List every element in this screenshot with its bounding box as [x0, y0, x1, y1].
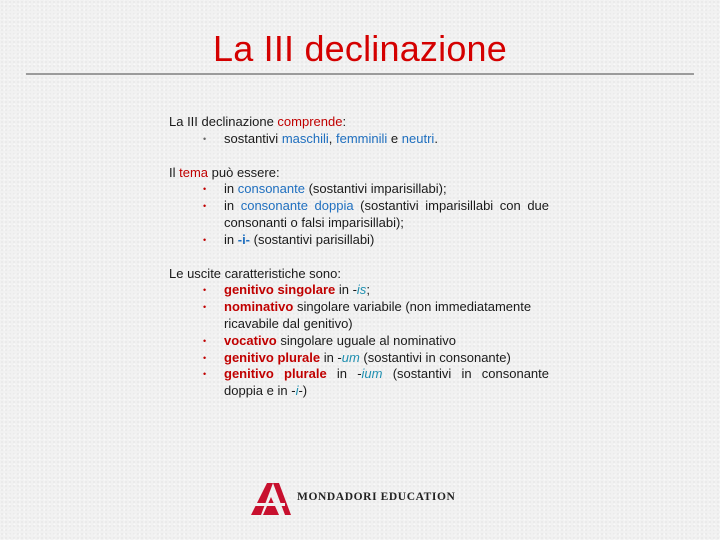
bullet-icon: •	[203, 302, 207, 313]
list-item: • in consonante (sostantivi imparisillabi);	[203, 181, 447, 197]
uscite-label: Le uscite caratteristiche sono:	[169, 265, 341, 281]
bullet-icon: •	[203, 335, 207, 346]
kw-neutri: neutri	[401, 130, 435, 146]
kw-maschili: maschili	[281, 130, 329, 146]
bullet-icon: •	[203, 133, 207, 144]
list-item: • genitivo plurale in -ium (sostantivi in consonante doppia e in -i-)	[203, 366, 549, 399]
mondadori-logo-icon	[249, 481, 293, 517]
bullet-icon: •	[203, 369, 207, 380]
list-item: • nominativo singolare variabile (non immediatamente ricavabile dal genitivo)	[203, 299, 532, 331]
kw-tema: tema	[179, 164, 209, 180]
bullet-icon: •	[203, 184, 207, 195]
kw-femminili: femminili	[336, 130, 388, 146]
intro-verb: comprende	[277, 114, 343, 129]
slide-content	[169, 114, 549, 417]
intro-section	[169, 114, 549, 148]
publisher-name: MONDADORI EDUCATION	[297, 491, 456, 503]
list-item: • sostantivi maschili, femminili e neutri.	[203, 130, 438, 146]
tema-line: Il tema può essere:	[169, 164, 280, 180]
list-item: • vocativo singolare uguale al nominativo	[203, 332, 456, 348]
uscite-section	[169, 266, 549, 400]
list-item: • genitivo singolare in -is;	[203, 282, 370, 298]
intro-line: La III declinazione comprende:	[169, 114, 347, 129]
bullet-icon: •	[203, 352, 207, 363]
bullet-icon: •	[203, 201, 207, 212]
list-item: • in -i- (sostantivi parisillabi)	[203, 231, 375, 247]
title-divider	[26, 73, 694, 75]
bullet-icon: •	[203, 234, 207, 245]
page-title: La III declinazione	[213, 28, 507, 69]
bullet-icon: •	[203, 285, 207, 296]
list-item: • in consonante doppia (sostantivi imparisillabi con due consonanti o falsi imparisillabi);	[203, 198, 550, 230]
list-item: • genitivo plurale in -um (sostantivi in consonante)	[203, 349, 511, 365]
tema-section	[169, 165, 549, 249]
publisher-logo	[249, 481, 455, 517]
